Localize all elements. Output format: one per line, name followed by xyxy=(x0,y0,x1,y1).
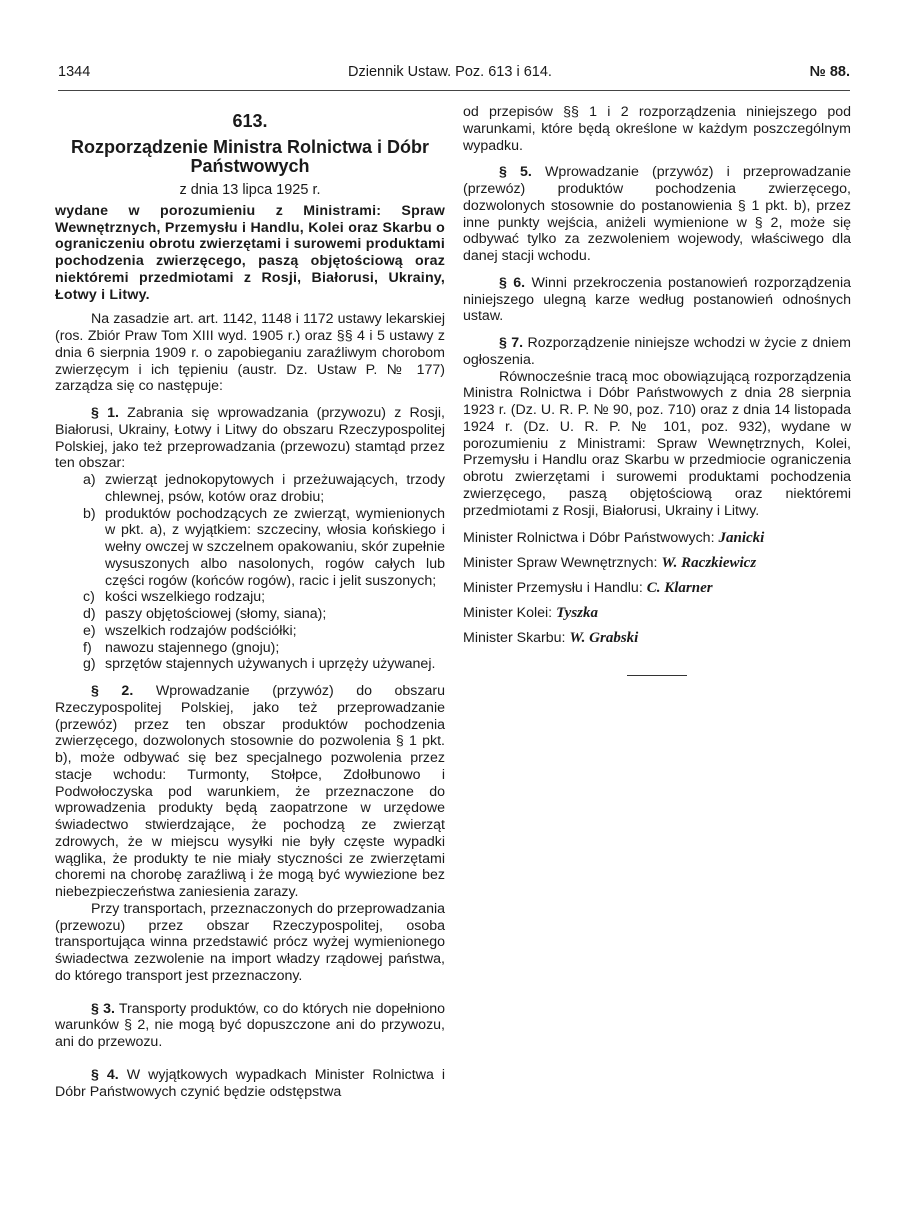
signature-line xyxy=(463,629,851,647)
section-4 xyxy=(55,1067,445,1101)
section-text: Zabrania się wprowadzania (przywozu) z Rosji, Białorusi, Ukrainy, Łotwy i Litwy do obszaru Rzeczypospolitej Polskiej, jako też przeprowadzania (przewozu) stamtąd przez ten obszar: xyxy=(55,405,445,472)
signature-line xyxy=(463,579,851,597)
signature-name: W. Raczkiewicz xyxy=(661,555,757,572)
section-7-paragraph-2: Równocześnie tracą moc obowiązującą rozporządzenia Ministra Rolnictwa i Dóbr Państwowych z dnia 28 sierpnia 1923 r. (Dz. U. R. P. № 90, poz. 710) oraz z dnia 14 listopada 1924 r. (Dz. U. R. P. № 101, poz. 932), wydane w porozumieniu z Ministrami: Spraw Wewnętrznych, Kolei, Przemysłu i Handlu oraz Skarbu w przedmiocie ograniczenia obrotu zwierzętami i surowemi produktami pochodzenia zwierzęcego, paszą objętościową oraz niektóremi przedmiotami z Rosji, Białorusi, Ukrainy i Litwy. xyxy=(463,368,851,519)
section-label: § 2. xyxy=(91,683,134,699)
list-item xyxy=(83,606,445,623)
item-label: e) xyxy=(83,622,96,639)
signature-name: Tyszka xyxy=(556,605,599,622)
section-text: Rozporządzenie niniejsze wchodzi w życie z dniem ogłoszenia. xyxy=(463,335,851,368)
act-date: z dnia 13 lipca 1925 r. xyxy=(179,182,321,198)
section-text: Transporty produktów, co do których nie dopełniono warunków § 2, nie mogą być dopuszczone ani do przywozu, ani do przewozu. xyxy=(55,1000,445,1050)
page-header xyxy=(58,64,850,86)
act-intro: Na zasadzie art. art. 1142, 1148 i 1172 ustawy lekarskiej (ros. Zbiór Praw Tom XIII wyd. 1905 r.) oraz §§ 4 i 5 ustawy z dnia 6 sierpnia 1909 r. o zapobieganiu zaraźliwym chorobom zwierzęcym i ich tępieniu (austr. Dz. Ustaw P. № 177) zarządza się co następuje: xyxy=(55,311,445,395)
signature-name: C. Klarner xyxy=(646,580,713,597)
left-column xyxy=(55,104,445,1100)
section-label: § 1. xyxy=(91,405,119,421)
item-label: b) xyxy=(83,505,96,522)
section-3 xyxy=(55,1001,445,1051)
journal-title: Dziennik Ustaw. Poz. 613 i 614. xyxy=(348,64,552,80)
list-item xyxy=(83,589,445,606)
section-1-items xyxy=(55,472,445,673)
section-2-paragraph-2: Przy transportach, przeznaczonych do przeprowadzania (przewozu) przez obszar Rzeczypospolitej, osoba transportująca winna przedstawić prócz wyżej wymienionego świadectwa zezwolenie na import władzy rządowej państwa, do którego transport jest przeznaczony. xyxy=(55,900,445,984)
signature-line xyxy=(463,604,851,622)
section-label: § 5. xyxy=(499,164,532,181)
signature-role: Minister Przemysłu i Handlu: xyxy=(463,580,643,597)
section-text: Wprowadzanie (przywóz) do obszaru Rzeczypospolitej Polskiej, jako też przeprowadzanie (przewóz) przez ten obszar produktów pochodzenia zwierzęcego, dozwolonych stosownie do pozwolenia § 1 pkt. b), może odbywać się bez specjalnego pozwolenia przez stacje wchodu: Turmonty, Stołpce, Zdołbunowo i Podwołoczyska pod warunkiem, że przeznaczone do wprowadzenia produkty będą zaopatrzone w urzędowe świadectwo stwierdzające, że pochodzą ze zwierząt zdrowych, że w miejscu wysyłki nie były częste wypadki wąglika, że produkty te nie miały styczności ze zwierzętami choremi na chorobę zaraźliwą i że mogą być wywiezione bez niebezpieczeństwa zaniesienia zarazy. xyxy=(55,683,445,900)
section-text: Winni przekroczenia postanowień rozporządzenia niniejszego ulegną karze według postanowień odnośnych ustaw. xyxy=(463,274,851,325)
item-text: sprzętów stajennych używanych i uprzęży używanej. xyxy=(105,656,436,673)
act-preamble: wydane w porozumieniu z Ministrami: Spraw Wewnętrznych, Przemysłu i Handlu, Kolei oraz Skarbu o ograniczeniu obrotu zwierzętami i surowemi produktami pochodzenia zwierzęcego, paszą objętościową oraz niektóremi przedmiotami z Rosji, Białorusi, Ukrainy, Łotwy i Litwy. xyxy=(55,202,445,303)
list-item xyxy=(83,623,445,640)
act-title: Rozporządzenie Ministra Rolnictwa i Dóbr Państwowych xyxy=(70,137,430,176)
item-text: nawozu stajennego (gnoju); xyxy=(105,639,280,656)
signature-line xyxy=(463,554,851,572)
signature-block xyxy=(463,529,851,647)
item-label: c) xyxy=(83,589,95,606)
item-text: kości wszelkiego rodzaju; xyxy=(105,589,266,606)
item-label: a) xyxy=(83,472,96,488)
end-rule xyxy=(627,675,687,676)
list-item xyxy=(83,506,445,590)
signature-line xyxy=(463,529,851,547)
section-4-continued: od przepisów §§ 1 i 2 rozporządzenia niniejszego pod warunkami, które będą określone w każdym poszczególnym wypadku. xyxy=(463,104,851,154)
signature-role: Minister Rolnictwa i Dóbr Państwowych: xyxy=(463,530,715,547)
signature-name: W. Grabski xyxy=(569,630,639,647)
list-item xyxy=(83,640,445,657)
item-text: zwierząt jednokopytowych i przeżuwających, trzody chlewnej, psów, kotów oraz drobiu; xyxy=(105,472,445,505)
page-number: 1344 xyxy=(58,64,91,80)
section-5 xyxy=(463,164,851,265)
item-label: g) xyxy=(83,656,96,673)
section-text: W wyjątkowych wypadkach Minister Rolnictwa i Dóbr Państwowych czynić będzie odstępstwa xyxy=(55,1066,445,1100)
section-6 xyxy=(463,275,851,325)
signature-role: Minister Kolei: xyxy=(463,605,553,622)
item-label: d) xyxy=(83,606,96,622)
section-text: Wprowadzanie (przywóz) i przeprowadzanie (przewóz) produktów pochodzenia zwierzęcego, dozwolonych stosownie do postanowienia § 1 pkt. b), przez inne punkty wejścia, aniżeli wymienione w § 2, może się odbywać tylko za zezwoleniem wojewody, właściwego dla danej stacji wchodu. xyxy=(463,164,851,264)
act-number: 613. xyxy=(232,111,268,131)
section-label: § 6. xyxy=(499,274,526,291)
section-2 xyxy=(55,683,445,901)
signature-name: Janicki xyxy=(718,530,765,547)
signature-role: Minister Skarbu: xyxy=(463,630,566,647)
section-7 xyxy=(463,335,851,369)
section-label: § 7. xyxy=(499,335,524,351)
signature-role: Minister Spraw Wewnętrznych: xyxy=(463,555,658,572)
issue-number: № 88. xyxy=(809,64,850,80)
list-item xyxy=(83,472,445,506)
list-item xyxy=(83,656,445,673)
right-column xyxy=(463,104,851,676)
item-text: wszelkich rodzajów podściółki; xyxy=(105,622,297,639)
section-label: § 4. xyxy=(91,1066,119,1083)
item-text: produktów pochodzących ze zwierząt, wymienionych w pkt. a), z wyjątkiem: szczeciny, włosia końskiego i wełny owczej w szczelnem opakowaniu, skór zupełnie wysuszonych albo nasolonych, rogów całych lub części rogów (końców rogów), racic i jelit suszonych; xyxy=(105,505,445,589)
section-1 xyxy=(55,405,445,472)
item-text: paszy objętościowej (słomy, siana); xyxy=(105,606,327,622)
header-rule xyxy=(58,90,850,91)
item-label: f) xyxy=(83,639,92,656)
section-label: § 3. xyxy=(91,1000,115,1017)
